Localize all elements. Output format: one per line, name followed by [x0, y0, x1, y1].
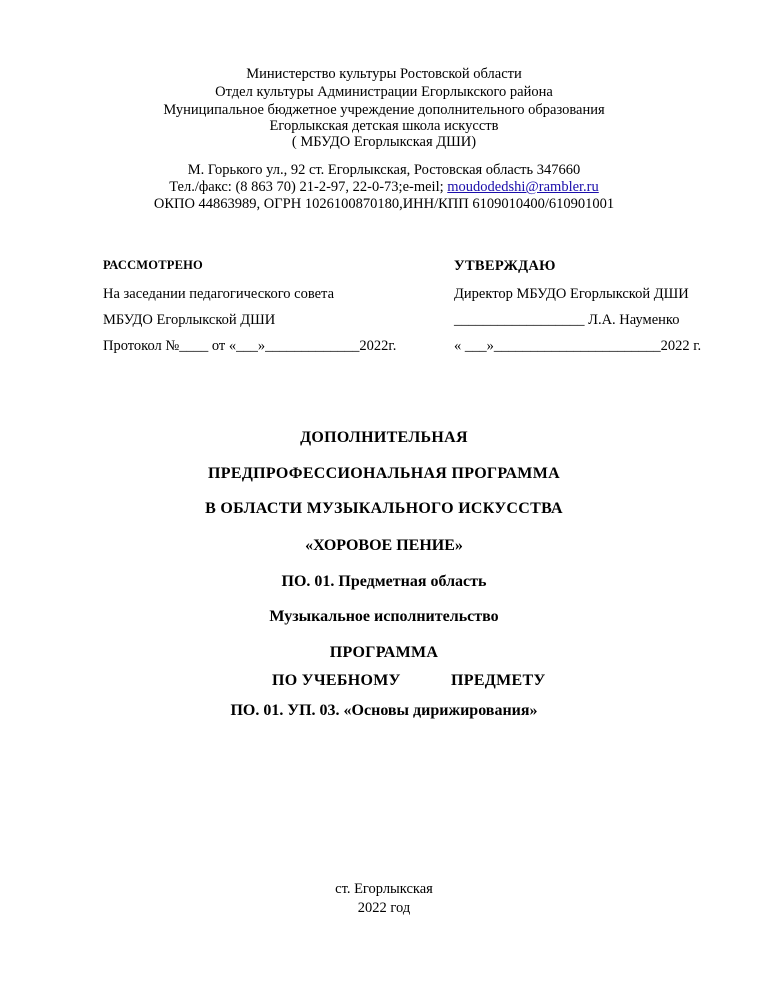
- considered-block: [103, 258, 203, 273]
- council-line: На заседании педагогического совета: [103, 286, 335, 302]
- protocol-line: Протокол №____ от «___»_____________2022г.: [103, 338, 397, 354]
- year-line: 2022 год: [357, 900, 411, 916]
- program-word: ПРОГРАММА: [329, 644, 439, 661]
- email-link[interactable]: moudodedshi@rambler.ru: [447, 179, 599, 195]
- by-subject-right: ПРЕДМЕТУ: [451, 672, 546, 689]
- program-title-line-2: ПРЕДПРОФЕССИОНАЛЬНАЯ ПРОГРАММА: [208, 465, 560, 482]
- program-title-line-1: ДОПОЛНИТЕЛЬНАЯ: [300, 429, 468, 446]
- signature-line: __________________ Л.А. Науменко: [454, 312, 680, 328]
- ministry-line: Министерство культуры Ростовской области: [246, 66, 522, 82]
- date-line: « ___»_______________________2022 г.: [454, 338, 702, 354]
- approved-block: [454, 258, 556, 275]
- by-subject-left: ПО УЧЕБНОМУ: [272, 672, 401, 689]
- department-line: Отдел культуры Администрации Егорлыкского района: [215, 84, 553, 100]
- subject-area-name: Музыкальное исполнительство: [269, 608, 499, 625]
- place-line: ст. Егорлыкская: [335, 881, 433, 897]
- school-abbrev-line: ( МБУДО Егорлыкская ДШИ): [291, 134, 477, 150]
- registration-line: ОКПО 44863989, ОГРН 1026100870180,ИНН/КПП 6109010400/610901001: [153, 196, 615, 212]
- considered-title: РАССМОТРЕНО: [103, 258, 203, 272]
- address-line: М. Горького ул., 92 ст. Егорлыкская, Ростовская область 347660: [187, 162, 581, 178]
- director-line: Директор МБУДО Егорлыкской ДШИ: [454, 286, 689, 302]
- school-line: МБУДО Егорлыкской ДШИ: [103, 312, 276, 328]
- contact-line: [0, 179, 768, 196]
- subject-area-line: ПО. 01. Предметная область: [281, 573, 487, 590]
- program-title-line-4: «ХОРОВОЕ ПЕНИЕ»: [305, 537, 463, 554]
- institution-line: Муниципальное бюджетное учреждение дополнительного образования: [163, 102, 605, 118]
- subject-code-line: ПО. 01. УП. 03. «Основы дирижирования»: [230, 702, 538, 719]
- school-name-line: Егорлыкская детская школа искусств: [269, 118, 499, 134]
- phone-text: Тел./факс: (8 863 70) 21-2-97, 22-0-73;e-meil;: [169, 179, 448, 195]
- approved-title: УТВЕРЖДАЮ: [454, 258, 556, 274]
- program-title-line-3: В ОБЛАСТИ МУЗЫКАЛЬНОГО ИСКУССТВА: [205, 500, 563, 517]
